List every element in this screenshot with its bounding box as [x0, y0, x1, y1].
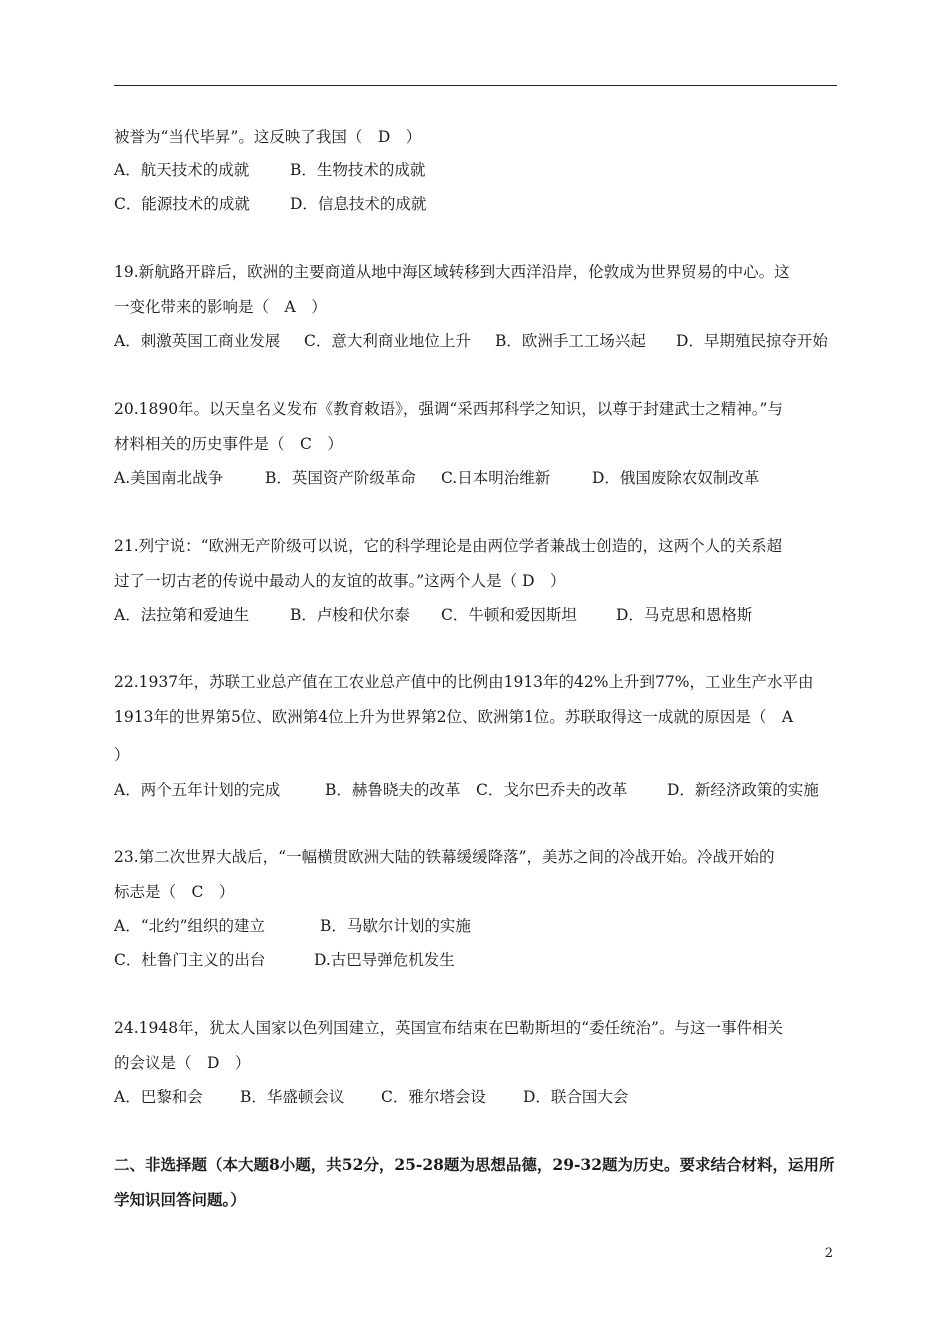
q22-stem-line1: 22.1937年，苏联工业总产值在工农业总产值中的比例由1913年的42%上升到77%，工业生产水平由 — [114, 673, 814, 691]
q21-option-c: C．牛顿和爱因斯坦 — [441, 606, 577, 624]
q19-option-b: B．欧洲手工工场兴起 — [495, 332, 646, 350]
q22-option-b: B．赫鲁晓夫的改革 — [325, 781, 461, 799]
q24-option-c: C．雅尔塔会设 — [381, 1088, 486, 1106]
q18-option-b: B．生物技术的成就 — [290, 161, 426, 179]
q21-option-d: D．马克思和恩格斯 — [616, 606, 753, 624]
q22-option-d: D．新经济政策的实施 — [667, 781, 819, 799]
q19-stem-line2: 一变化带来的影响是（ A ） — [114, 298, 327, 316]
q24-option-a: A．巴黎和会 — [114, 1088, 203, 1106]
q23-option-a: A．“北约”组织的建立 — [114, 917, 266, 935]
q22-stem-line3: ） — [114, 746, 130, 764]
q24-option-d: D．联合国大会 — [523, 1088, 629, 1106]
q21-stem-line2: 过了一切古老的传说中最动人的友谊的故事。”这两个人是（ D ） — [114, 572, 566, 590]
q21-option-b: B．卢梭和伏尔泰 — [290, 606, 410, 624]
q24-stem-line2: 的会议是（ D ） — [114, 1054, 251, 1072]
q23-option-d: D.古巴导弹危机发生 — [314, 951, 455, 969]
q22-option-a: A．两个五年计划的完成 — [114, 781, 281, 799]
q21-option-a: A．法拉第和爱迪生 — [114, 606, 250, 624]
q23-option-b: B．马歇尔计划的实施 — [320, 917, 471, 935]
q18-option-d: D．信息技术的成就 — [290, 195, 427, 213]
q18-stem: 被誉为“当代毕昇”。这反映了我国（ D ） — [114, 128, 422, 146]
header-rule — [114, 85, 837, 86]
q20-stem-line1: 20.1890年。以天皇名义发布《教育敕语》，强调“采西邦科学之知识，以尊于封建武士之精神。”与 — [114, 400, 783, 418]
q22-option-c: C．戈尔巴乔夫的改革 — [476, 781, 628, 799]
q20-option-c: C.日本明治维新 — [441, 469, 551, 487]
q20-option-a: A.美国南北战争 — [114, 469, 224, 487]
q23-stem-line1: 23.第二次世界大战后，“一幅横贯欧洲大陆的铁幕缓缓降落”，美苏之间的冷战开始。冷战开始的 — [114, 848, 775, 866]
q23-option-c: C．杜鲁门主义的出台 — [114, 951, 266, 969]
q24-option-b: B．华盛顿会议 — [240, 1088, 345, 1106]
q18-option-a: A．航天技术的成就 — [114, 161, 250, 179]
q20-option-d: D．俄国废除农奴制改革 — [592, 469, 760, 487]
q21-stem-line1: 21.列宁说：“欧洲无产阶级可以说，它的科学理论是由两位学者兼战士创造的，这两个人的关系超 — [114, 537, 783, 555]
q22-stem-line2: 1913年的世界第5位、欧洲第4位上升为世界第2位、欧洲第1位。苏联取得这一成就的原因是（ A — [114, 708, 794, 726]
q20-stem-line2: 材料相关的历史事件是（ C ） — [114, 435, 343, 453]
page-number: 2 — [824, 1246, 833, 1261]
q19-stem-line1: 19.新航路开辟后，欧洲的主要商道从地中海区域转移到大西洋沿岸，伦敦成为世界贸易的中心。这 — [114, 263, 790, 281]
section2-heading-line2: 学知识回答问题。） — [114, 1190, 246, 1209]
q24-stem-line1: 24.1948年，犹太人国家以色列国建立，英国宣布结束在巴勒斯坦的“委任统治”。与这一事件相关 — [114, 1019, 783, 1037]
q19-option-d: D．早期殖民掠夺开始 — [676, 332, 828, 350]
section2-heading-line1: 二、非选择题（本大题8小题，共52分，25-28题为思想品德，29-32题为历史。要求结合材料，运用所 — [114, 1155, 835, 1174]
q19-option-a: A．刺激英国工商业发展 — [114, 332, 281, 350]
q23-stem-line2: 标志是（ C ） — [114, 883, 235, 901]
q20-option-b: B．英国资产阶级革命 — [265, 469, 416, 487]
q19-option-c: C．意大利商业地位上升 — [304, 332, 471, 350]
q18-option-c: C．能源技术的成就 — [114, 195, 250, 213]
